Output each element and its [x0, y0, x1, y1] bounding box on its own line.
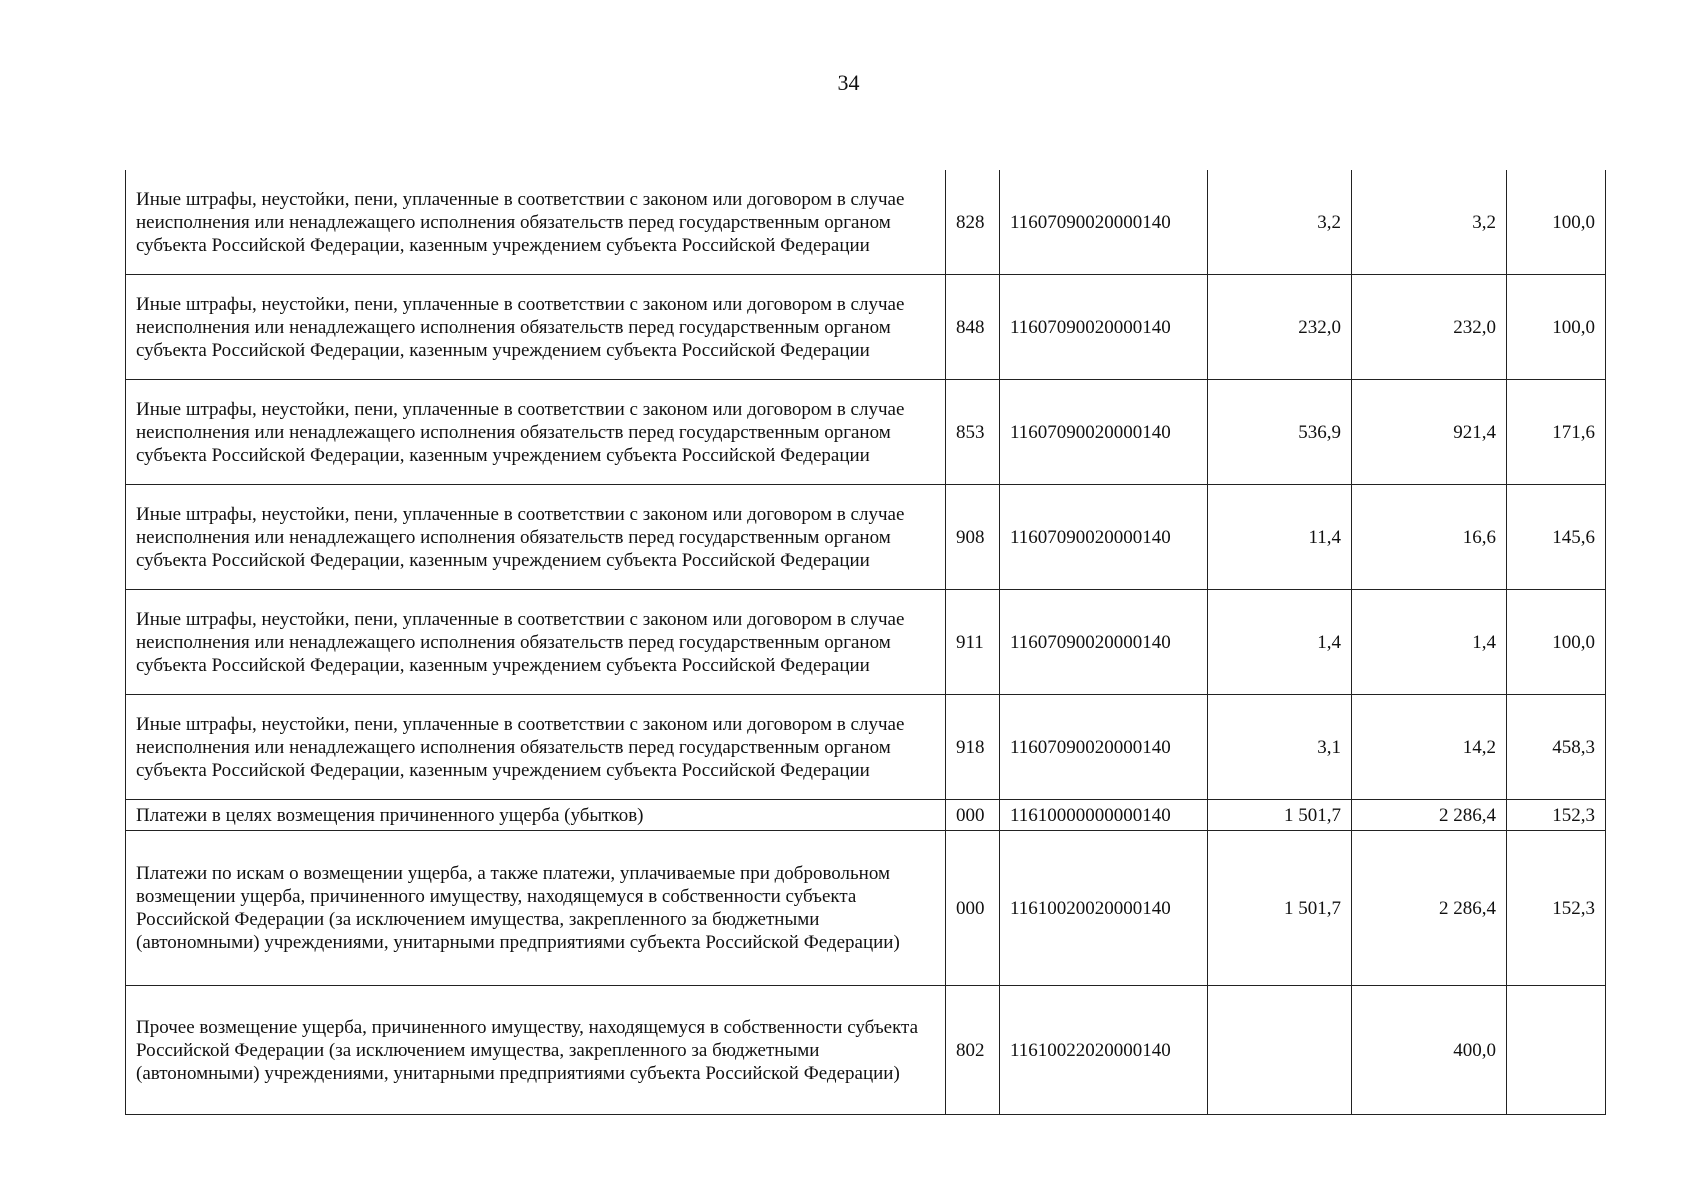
actual-amount-cell: 232,0 [1352, 275, 1507, 380]
admin-code-cell: 000 [946, 800, 1000, 831]
plan-amount-cell: 536,9 [1208, 380, 1352, 485]
percent-cell: 100,0 [1507, 170, 1606, 275]
admin-code-cell: 911 [946, 590, 1000, 695]
revenue-name-cell: Иные штрафы, неустойки, пени, уплаченные в соответствии с законом или договором в случае неисполнения или ненадлежащего исполнения обязательств перед государственным органом субъекта Российской Федерации, казенным учреждением субъекта Российской Федерации [126, 380, 946, 485]
percent-cell: 152,3 [1507, 800, 1606, 831]
plan-amount-cell: 1 501,7 [1208, 831, 1352, 986]
plan-amount-cell [1208, 986, 1352, 1115]
admin-code-cell: 918 [946, 695, 1000, 800]
percent-cell: 171,6 [1507, 380, 1606, 485]
actual-amount-cell: 400,0 [1352, 986, 1507, 1115]
table-row [126, 485, 1606, 590]
plan-amount-cell: 232,0 [1208, 275, 1352, 380]
table-row [126, 275, 1606, 380]
revenue-name-cell: Иные штрафы, неустойки, пени, уплаченные в соответствии с законом или договором в случае неисполнения или ненадлежащего исполнения обязательств перед государственным органом субъекта Российской Федерации, казенным учреждением субъекта Российской Федерации [126, 695, 946, 800]
admin-code-cell: 828 [946, 170, 1000, 275]
admin-code-cell: 908 [946, 485, 1000, 590]
budget-code-cell: 11607090020000140 [1000, 275, 1208, 380]
table-row [126, 986, 1606, 1115]
table-row [126, 380, 1606, 485]
plan-amount-cell: 1 501,7 [1208, 800, 1352, 831]
actual-amount-cell: 16,6 [1352, 485, 1507, 590]
table-row [126, 695, 1606, 800]
revenue-name-cell: Платежи по искам о возмещении ущерба, а также платежи, уплачиваемые при добровольном возмещении ущерба, причиненного имуществу, находящемуся в собственности субъекта Российской Федерации (за исключением имущества, закрепленного за бюджетными (автономными) учреждениями, унитарными предприятиями субъекта Российской Федерации) [126, 831, 946, 986]
table-row [126, 831, 1606, 986]
admin-code-cell: 000 [946, 831, 1000, 986]
table-row [126, 800, 1606, 831]
admin-code-cell: 853 [946, 380, 1000, 485]
percent-cell [1507, 986, 1606, 1115]
actual-amount-cell: 1,4 [1352, 590, 1507, 695]
revenue-name-cell: Прочее возмещение ущерба, причиненного имуществу, находящемуся в собственности субъекта Российской Федерации (за исключением имущества, закрепленного за бюджетными (автономными) учреждениями, унитарными предприятиями субъекта Российской Федерации) [126, 986, 946, 1115]
revenue-name-cell: Иные штрафы, неустойки, пени, уплаченные в соответствии с законом или договором в случае неисполнения или ненадлежащего исполнения обязательств перед государственным органом субъекта Российской Федерации, казенным учреждением субъекта Российской Федерации [126, 170, 946, 275]
admin-code-cell: 848 [946, 275, 1000, 380]
revenue-name-cell: Иные штрафы, неустойки, пени, уплаченные в соответствии с законом или договором в случае неисполнения или ненадлежащего исполнения обязательств перед государственным органом субъекта Российской Федерации, казенным учреждением субъекта Российской Федерации [126, 485, 946, 590]
budget-code-cell: 11610000000000140 [1000, 800, 1208, 831]
plan-amount-cell: 3,2 [1208, 170, 1352, 275]
revenue-name-cell: Иные штрафы, неустойки, пени, уплаченные в соответствии с законом или договором в случае неисполнения или ненадлежащего исполнения обязательств перед государственным органом субъекта Российской Федерации, казенным учреждением субъекта Российской Федерации [126, 275, 946, 380]
actual-amount-cell: 2 286,4 [1352, 831, 1507, 986]
table-row [126, 590, 1606, 695]
percent-cell: 100,0 [1507, 590, 1606, 695]
revenue-table [125, 170, 1606, 1115]
budget-code-cell: 11607090020000140 [1000, 695, 1208, 800]
actual-amount-cell: 14,2 [1352, 695, 1507, 800]
budget-code-cell: 11607090020000140 [1000, 590, 1208, 695]
budget-code-cell: 11607090020000140 [1000, 485, 1208, 590]
admin-code-cell: 802 [946, 986, 1000, 1115]
plan-amount-cell: 1,4 [1208, 590, 1352, 695]
budget-code-cell: 11607090020000140 [1000, 380, 1208, 485]
plan-amount-cell: 3,1 [1208, 695, 1352, 800]
percent-cell: 458,3 [1507, 695, 1606, 800]
budget-code-cell: 11610022020000140 [1000, 986, 1208, 1115]
percent-cell: 100,0 [1507, 275, 1606, 380]
page-number: 34 [837, 70, 860, 95]
percent-cell: 152,3 [1507, 831, 1606, 986]
plan-amount-cell: 11,4 [1208, 485, 1352, 590]
revenue-name-cell: Платежи в целях возмещения причиненного ущерба (убытков) [126, 800, 946, 831]
table-row [126, 170, 1606, 275]
budget-code-cell: 11607090020000140 [1000, 170, 1208, 275]
actual-amount-cell: 2 286,4 [1352, 800, 1507, 831]
revenue-name-cell: Иные штрафы, неустойки, пени, уплаченные в соответствии с законом или договором в случае неисполнения или ненадлежащего исполнения обязательств перед государственным органом субъекта Российской Федерации, казенным учреждением субъекта Российской Федерации [126, 590, 946, 695]
percent-cell: 145,6 [1507, 485, 1606, 590]
budget-code-cell: 11610020020000140 [1000, 831, 1208, 986]
actual-amount-cell: 921,4 [1352, 380, 1507, 485]
actual-amount-cell: 3,2 [1352, 170, 1507, 275]
